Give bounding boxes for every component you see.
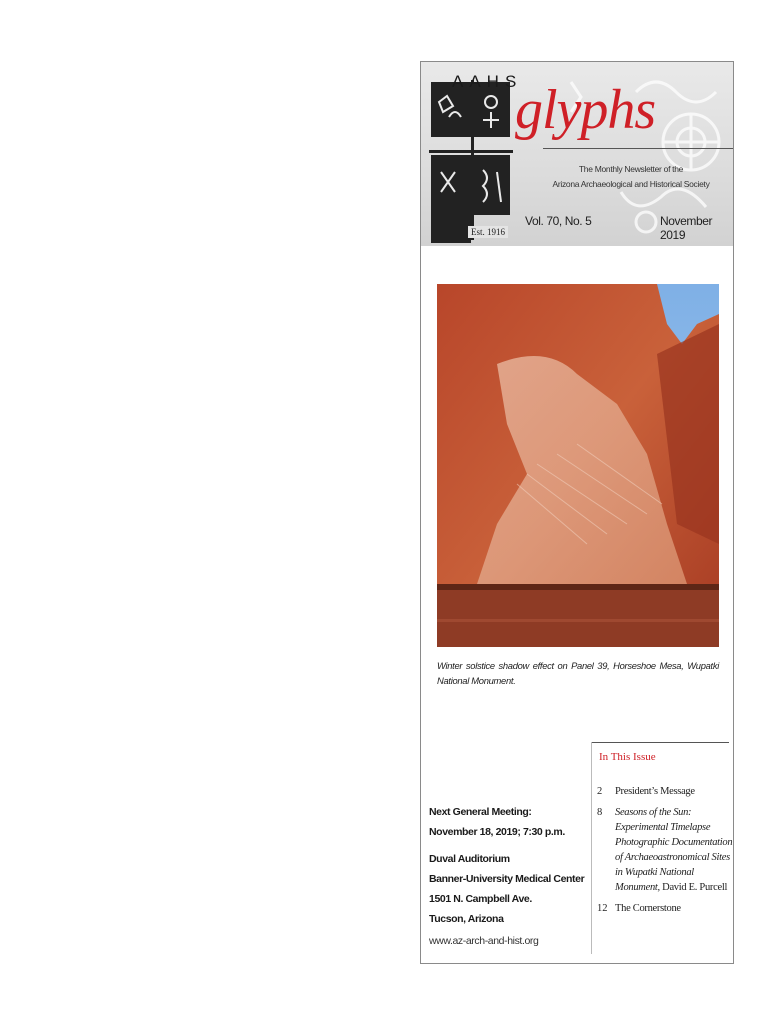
table-of-contents bbox=[597, 784, 733, 922]
toc-title: The Cornerstone bbox=[615, 903, 681, 914]
toc-page: 12 bbox=[597, 903, 608, 914]
toc-item[interactable] bbox=[597, 901, 733, 916]
tagline-line2: Arizona Archaeological and Historical Society bbox=[552, 179, 710, 189]
toc-item[interactable] bbox=[597, 784, 733, 799]
venue-line1: Duval Auditorium bbox=[429, 853, 510, 865]
masthead-rule bbox=[543, 148, 733, 149]
cover-photo bbox=[437, 284, 719, 647]
newsletter-cover bbox=[420, 61, 734, 964]
established-year: Est. 1916 bbox=[468, 226, 508, 238]
toc-title-author: David E. Purcell bbox=[659, 882, 728, 893]
tagline bbox=[541, 162, 721, 192]
toc-title: President’s Message bbox=[615, 786, 695, 797]
toc-page: 8 bbox=[597, 807, 603, 818]
newsletter-title: glyphs bbox=[515, 79, 656, 141]
toc-title bbox=[615, 805, 733, 895]
photo-caption: Winter solstice shadow effect on Panel 39, Horseshoe Mesa, Wupatki National Monument. bbox=[437, 660, 719, 686]
venue-line3: 1501 N. Campbell Ave. bbox=[429, 893, 532, 905]
masthead bbox=[421, 62, 733, 246]
toc-title-italic: Seasons of the Sun: Experimental Timelapse Photographic Documentation of Archaeoastronomical Sites in Wupatki National Monument, bbox=[615, 807, 733, 893]
meeting-heading-line1: Next General Meeting: bbox=[429, 806, 532, 818]
contents-rule bbox=[591, 742, 729, 743]
tagline-line1: The Monthly Newsletter of the bbox=[578, 164, 684, 174]
issue-date: November 2019 bbox=[660, 214, 713, 242]
meeting-heading-line2: November 18, 2019; 7:30 p.m. bbox=[429, 826, 565, 838]
venue-line2: Banner-University Medical Center bbox=[429, 873, 585, 885]
contents-heading: In This Issue bbox=[599, 751, 656, 763]
volume-number: Vol. 70, No. 5 bbox=[525, 214, 592, 228]
toc-item[interactable] bbox=[597, 805, 733, 895]
website-link[interactable]: www.az-arch-and-hist.org bbox=[429, 935, 539, 947]
toc-page: 2 bbox=[597, 786, 603, 797]
meeting-info bbox=[429, 802, 594, 947]
venue-line4: Tucson, Arizona bbox=[429, 913, 504, 925]
logo-letters: AAHS bbox=[452, 72, 523, 91]
